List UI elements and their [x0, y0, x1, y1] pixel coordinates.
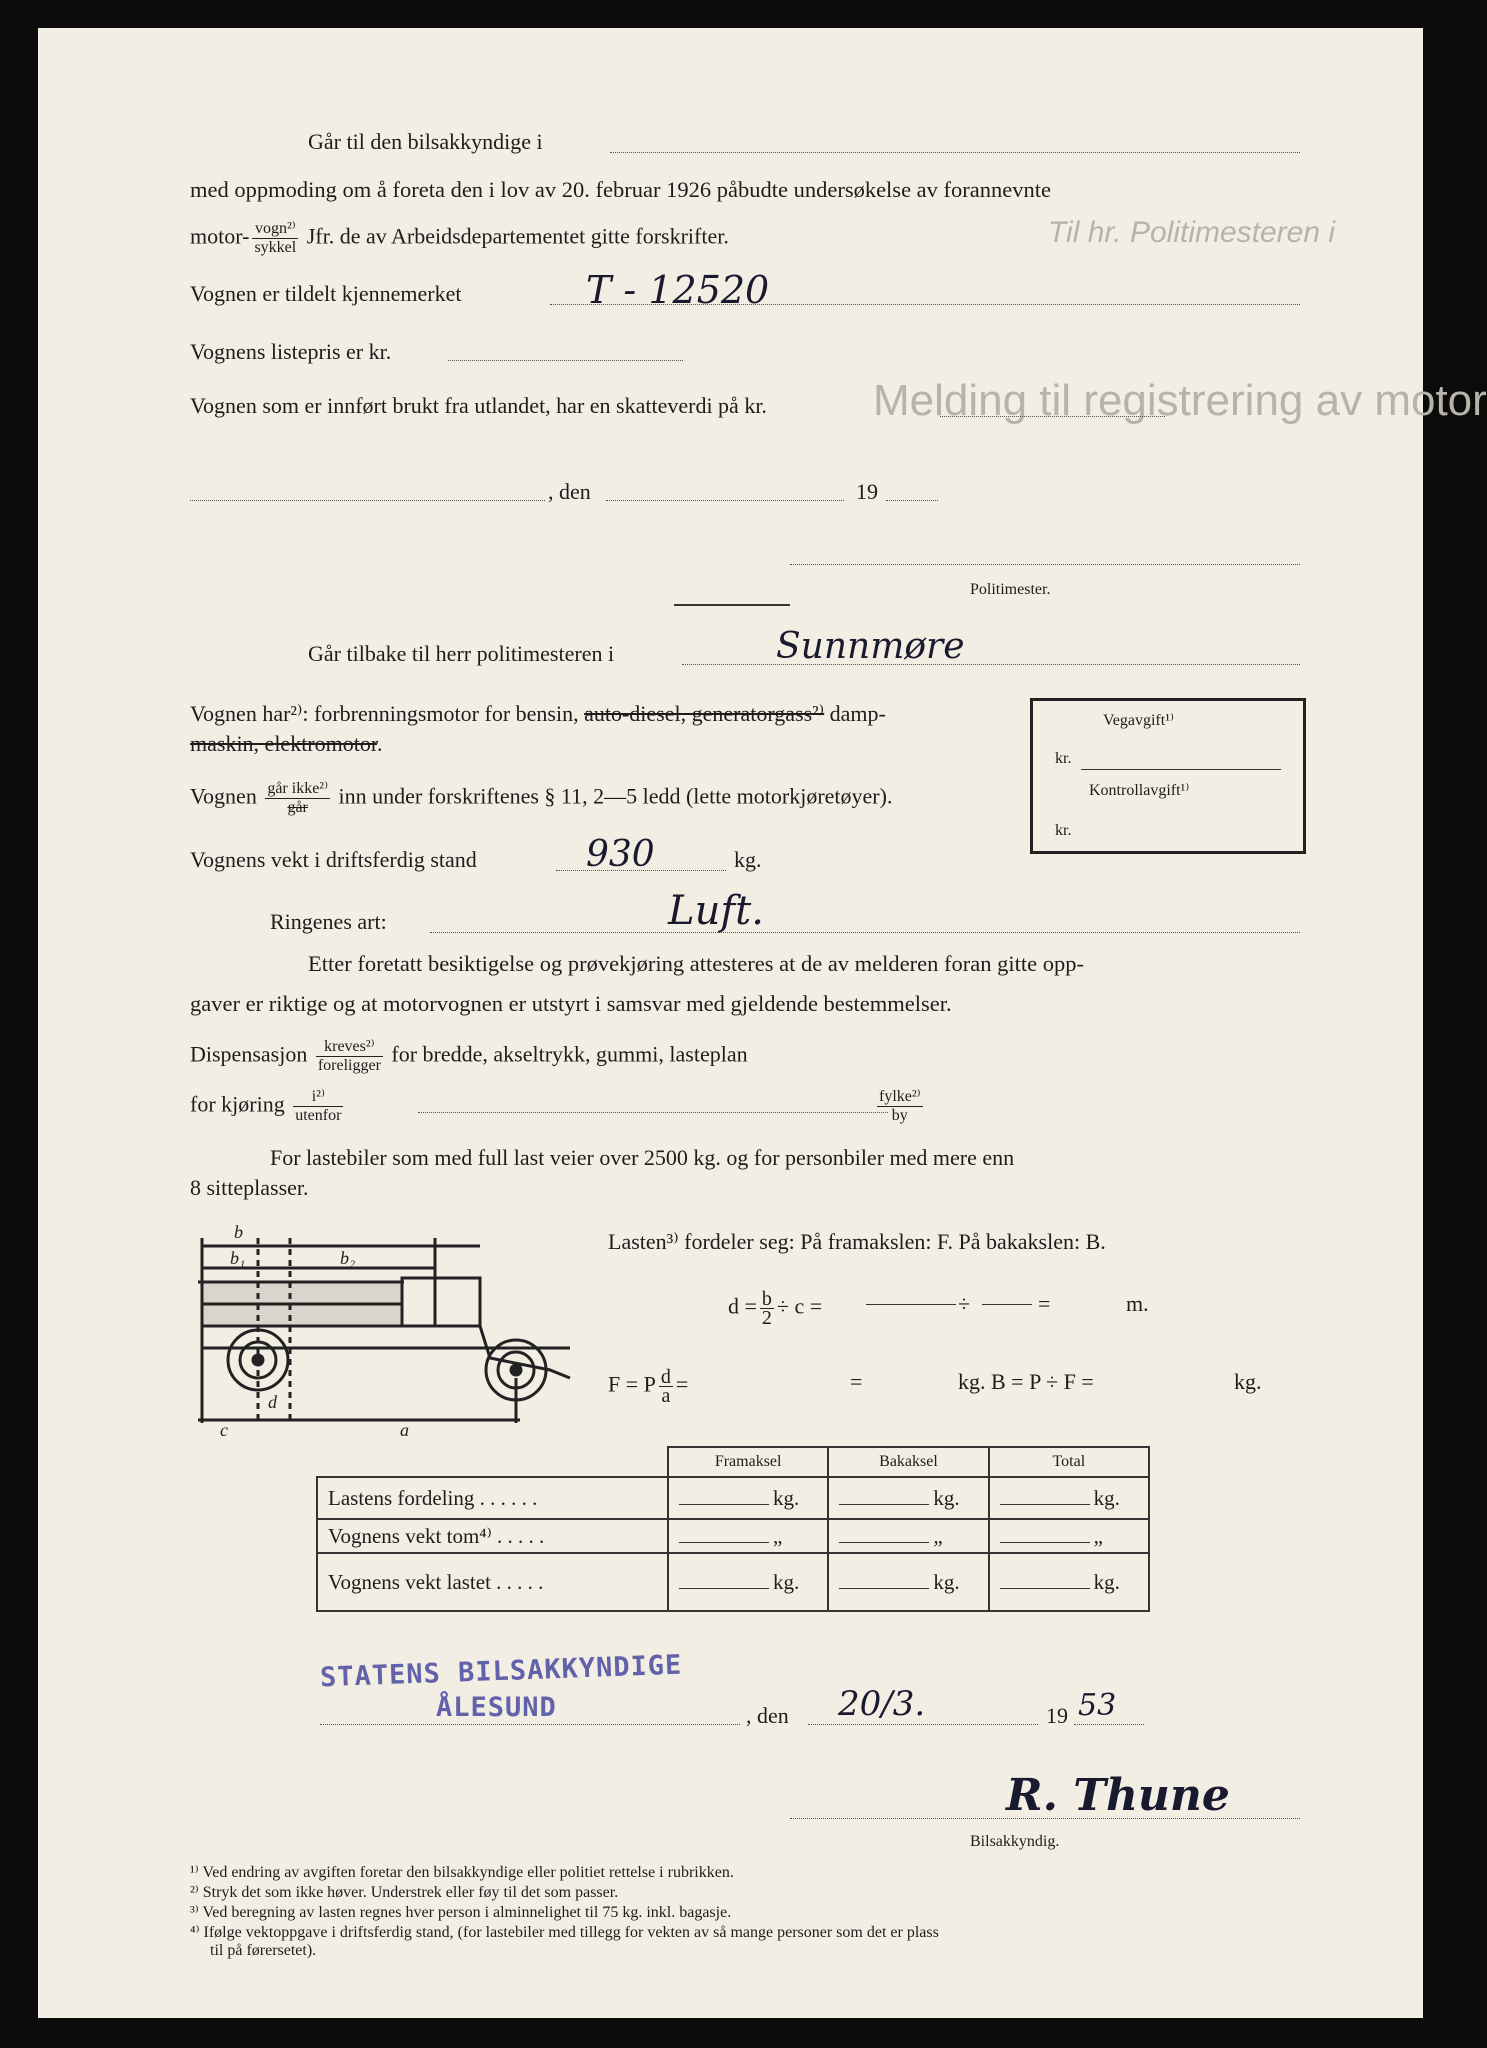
formula2-fraction — [659, 1368, 673, 1405]
plate-label: Vognen er tildelt kjennemerket — [190, 281, 462, 306]
cell-unit: kg. — [933, 1485, 960, 1510]
drive-den: utenfor — [295, 1107, 342, 1124]
weight-unit: kg. — [734, 847, 762, 872]
engine-label: Vognen har²⁾: forbrenningsmotor for bensin, — [190, 701, 579, 726]
formula1-unit: m. — [1126, 1291, 1149, 1316]
table-cell[interactable] — [828, 1477, 988, 1519]
vegavgift-label: Vegavgift¹⁾ — [1103, 712, 1174, 729]
sketch-label-a: a — [400, 1420, 409, 1440]
driving-line — [190, 1088, 346, 1125]
table-cell[interactable] — [828, 1553, 988, 1611]
sign-year-value: 53 — [1078, 1688, 1117, 1723]
footnote-4: ⁴⁾ Ifølge vektoppgave i driftsferdig stand, (for lastebiler med tillegg for vekten av så mange personer som det er plass — [190, 1924, 939, 1941]
sign-date-field[interactable] — [808, 1724, 1038, 1725]
formula1-fraction — [760, 1290, 774, 1327]
regulation-line — [190, 780, 892, 817]
goes-to-label: Går til den bilsakkyndige i — [308, 129, 543, 154]
formula1-b: ÷ c = — [776, 1293, 823, 1319]
fylke-fraction-wrap — [874, 1088, 926, 1125]
col-total: Total — [989, 1447, 1149, 1477]
table-header-row — [317, 1447, 1149, 1477]
sign-year-field[interactable] — [1074, 1724, 1144, 1725]
cell-unit: „ — [773, 1523, 783, 1548]
motor-prefix: motor- — [190, 223, 250, 249]
list-price-label: Vognens listepris er kr. — [190, 339, 392, 364]
office-stamp-line-1: STATENS BILSAKKYNDIGE — [319, 1649, 683, 1694]
formula2-c: = — [850, 1369, 863, 1394]
row-label: Lastens fordeling . . . . . . — [317, 1477, 668, 1519]
motor-suffix: Jfr. de av Arbeidsdepartementet gitte forskrifter. — [306, 223, 729, 249]
motor-den: sykkel — [254, 239, 297, 256]
weight-table — [316, 1446, 1150, 1612]
engine-line2-struck: maskin, elektromotor — [190, 731, 377, 756]
office-stamp-line-2: ÅLESUND — [436, 1692, 557, 1723]
police-signature-field[interactable] — [790, 564, 1300, 565]
formula1-d: = — [1038, 1291, 1051, 1316]
form-page — [38, 28, 1487, 2018]
vognen-prefix: Vognen — [190, 783, 257, 809]
list-price-field[interactable] — [448, 360, 683, 361]
engine-line-2 — [190, 730, 382, 758]
attest-line-1: Etter foretatt besiktigelse og prøvekjøring attesteres at de av melderen foran gitte opp- — [308, 951, 1084, 976]
sign-year-prefix: 19 — [1046, 1703, 1068, 1728]
formula2-den: a — [661, 1385, 671, 1407]
cell-unit: kg. — [1093, 1569, 1120, 1594]
engine-rest: damp- — [829, 701, 886, 726]
formula-2 — [608, 1368, 688, 1405]
formula2-num: d — [660, 1366, 671, 1388]
truck-sketch — [190, 1208, 620, 1448]
disp-text: for bredde, akseltrykk, gummi, lasteplan — [391, 1041, 748, 1067]
formula1-c: ÷ — [958, 1291, 971, 1316]
engine-struck: auto-diesel, generatorgass²⁾ — [584, 701, 825, 726]
year-prefix-1: 19 — [856, 479, 878, 504]
table-cell[interactable] — [989, 1553, 1149, 1611]
goes-to-field[interactable] — [610, 152, 1300, 153]
tires-field[interactable] — [430, 932, 1300, 933]
col-bakaksel: Bakaksel — [828, 1447, 988, 1477]
table-cell[interactable] — [989, 1519, 1149, 1553]
year-field-1[interactable] — [886, 500, 938, 501]
trucks-line-2: 8 sitteplasser. — [190, 1175, 309, 1200]
table-cell[interactable] — [989, 1477, 1149, 1519]
row-label: Vognens vekt tom⁴⁾ . . . . . — [317, 1519, 668, 1553]
signer-title: Bilsakkyndig. — [970, 1833, 1060, 1850]
cell-unit: kg. — [1093, 1485, 1120, 1510]
sketch-label-b: b — [234, 1222, 243, 1242]
attest-line-2: gaver er riktige og at motorvognen er utstyrt i samsvar med gjeldende bestemmelser. — [190, 991, 952, 1016]
table-cell[interactable] — [828, 1519, 988, 1553]
motor-fraction — [252, 220, 298, 257]
tires-value: Luft. — [668, 888, 764, 934]
fylke-fraction — [877, 1088, 923, 1125]
sign-den-label: , den — [746, 1703, 789, 1728]
sketch-label-c: c — [220, 1420, 228, 1440]
col-framaksel: Framaksel — [668, 1447, 828, 1477]
gaar-num: går ikke²⁾ — [267, 780, 329, 797]
cell-unit: „ — [1093, 1523, 1103, 1548]
cell-unit: kg. — [933, 1569, 960, 1594]
footnote-3: ³⁾ Ved beregning av lasten regnes hver person i alminnelighet til 75 kg. inkl. bagasje. — [190, 1904, 732, 1921]
trucks-line-1: For lastebiler som med full last veier over 2500 kg. og for personbiler med mere enn — [270, 1145, 1015, 1170]
regulation-text: inn under forskriftenes § 11, 2—5 ledd (lette motorkjøretøyer). — [338, 783, 893, 809]
date-field-1[interactable] — [606, 500, 844, 501]
cell-unit: kg. — [773, 1485, 800, 1510]
den-label-1: , den — [548, 479, 591, 504]
footnote-5: til på førersetet). — [210, 1942, 317, 1959]
cell-unit: kg. — [773, 1569, 800, 1594]
imported-field[interactable] — [940, 416, 1165, 417]
driving-field[interactable] — [418, 1112, 888, 1113]
kr-label-1: kr. — [1055, 750, 1072, 767]
kr-label-2: kr. — [1055, 822, 1072, 839]
signature-value: R. Thune — [1006, 1770, 1230, 1821]
weight-label: Vognens vekt i driftsferdig stand — [190, 847, 477, 872]
formula2-b: = — [675, 1371, 689, 1397]
formula2-a: F = P — [608, 1371, 656, 1397]
gaar-den: går — [287, 799, 308, 816]
fylke-num: fylke²⁾ — [879, 1088, 921, 1105]
formula1-den: 2 — [761, 1307, 772, 1329]
table-corner — [317, 1447, 668, 1477]
sketch-label-b2: b₂ — [340, 1248, 356, 1268]
formula1-field-2[interactable] — [982, 1304, 1032, 1305]
drive-fraction — [293, 1088, 343, 1125]
place-field[interactable] — [190, 500, 545, 501]
driving-prefix: for kjøring — [190, 1091, 285, 1117]
table-row — [317, 1519, 1149, 1553]
vegavgift-field[interactable] — [1081, 769, 1281, 770]
return-field[interactable] — [682, 664, 1300, 665]
disp-fraction — [316, 1038, 383, 1075]
load-distribution: Lasten³⁾ fordeler seg: På framakslen: F. På bakakslen: B. — [608, 1229, 1106, 1254]
plate-value: T - 12520 — [586, 268, 770, 312]
footnote-2: ²⁾ Stryk det som ikke høver. Understrek eller føy til det som passer. — [190, 1884, 619, 1901]
disp-num: kreves²⁾ — [316, 1038, 383, 1057]
footnote-1: ¹⁾ Ved endring av avgiften foretar den bilsakkyndige eller politiet rettelse i rubrikken. — [190, 1864, 734, 1881]
bleed-text-1: Til hr. Politimesteren i — [1048, 216, 1336, 249]
stamp-place-field[interactable] — [320, 1724, 740, 1725]
sketch-label-d: d — [268, 1392, 277, 1412]
formula1-a: d = — [728, 1293, 757, 1319]
row-label: Vognens vekt lastet . . . . . — [317, 1553, 668, 1611]
imported-label: Vognen som er innført brukt fra utlandet, har en skatteverdi på kr. — [190, 393, 767, 418]
return-label: Går tilbake til herr politimesteren i — [308, 641, 615, 666]
gaar-fraction — [265, 780, 330, 817]
table-cell[interactable] — [668, 1519, 828, 1553]
cell-unit: „ — [933, 1523, 943, 1548]
formula2-unit: kg. — [1234, 1369, 1262, 1394]
formula-1 — [728, 1290, 822, 1327]
formula2-d: kg. B = P ÷ F = — [958, 1369, 1094, 1394]
weight-value: 930 — [586, 834, 655, 875]
disp-prefix: Dispensasjon — [190, 1041, 308, 1067]
engine-line2-end: . — [376, 731, 383, 756]
fylke-den: by — [891, 1107, 908, 1124]
dispensation-line — [190, 1038, 748, 1075]
fee-box — [1030, 698, 1306, 854]
table-row — [317, 1477, 1149, 1519]
drive-num: i²⁾ — [293, 1088, 343, 1107]
table-cell[interactable] — [668, 1477, 828, 1519]
table-cell[interactable] — [668, 1553, 828, 1611]
formula1-field-1[interactable] — [866, 1304, 956, 1305]
request-text: med oppmoding om å foreta den i lov av 20. februar 1926 påbudte undersøkelse av forannevnte — [190, 177, 1051, 202]
disp-den: foreligger — [317, 1057, 381, 1074]
section-divider — [674, 604, 790, 606]
formula1-num: b — [761, 1288, 772, 1310]
police-title: Politimester. — [970, 581, 1051, 598]
kontrollavgift-label: Kontrollavgift¹⁾ — [1089, 782, 1190, 799]
table-row — [317, 1553, 1149, 1611]
motor-num: vogn²⁾ — [252, 220, 298, 239]
sign-date-value: 20/3. — [838, 1684, 926, 1724]
bleed-text-2: Melding til registrering av motor — [873, 376, 1487, 425]
engine-line-1 — [190, 700, 886, 728]
sketch-label-b1: b₁ — [230, 1248, 246, 1268]
motor-line — [190, 220, 729, 257]
tires-label: Ringenes art: — [270, 909, 387, 934]
return-value: Sunnmøre — [776, 626, 965, 667]
